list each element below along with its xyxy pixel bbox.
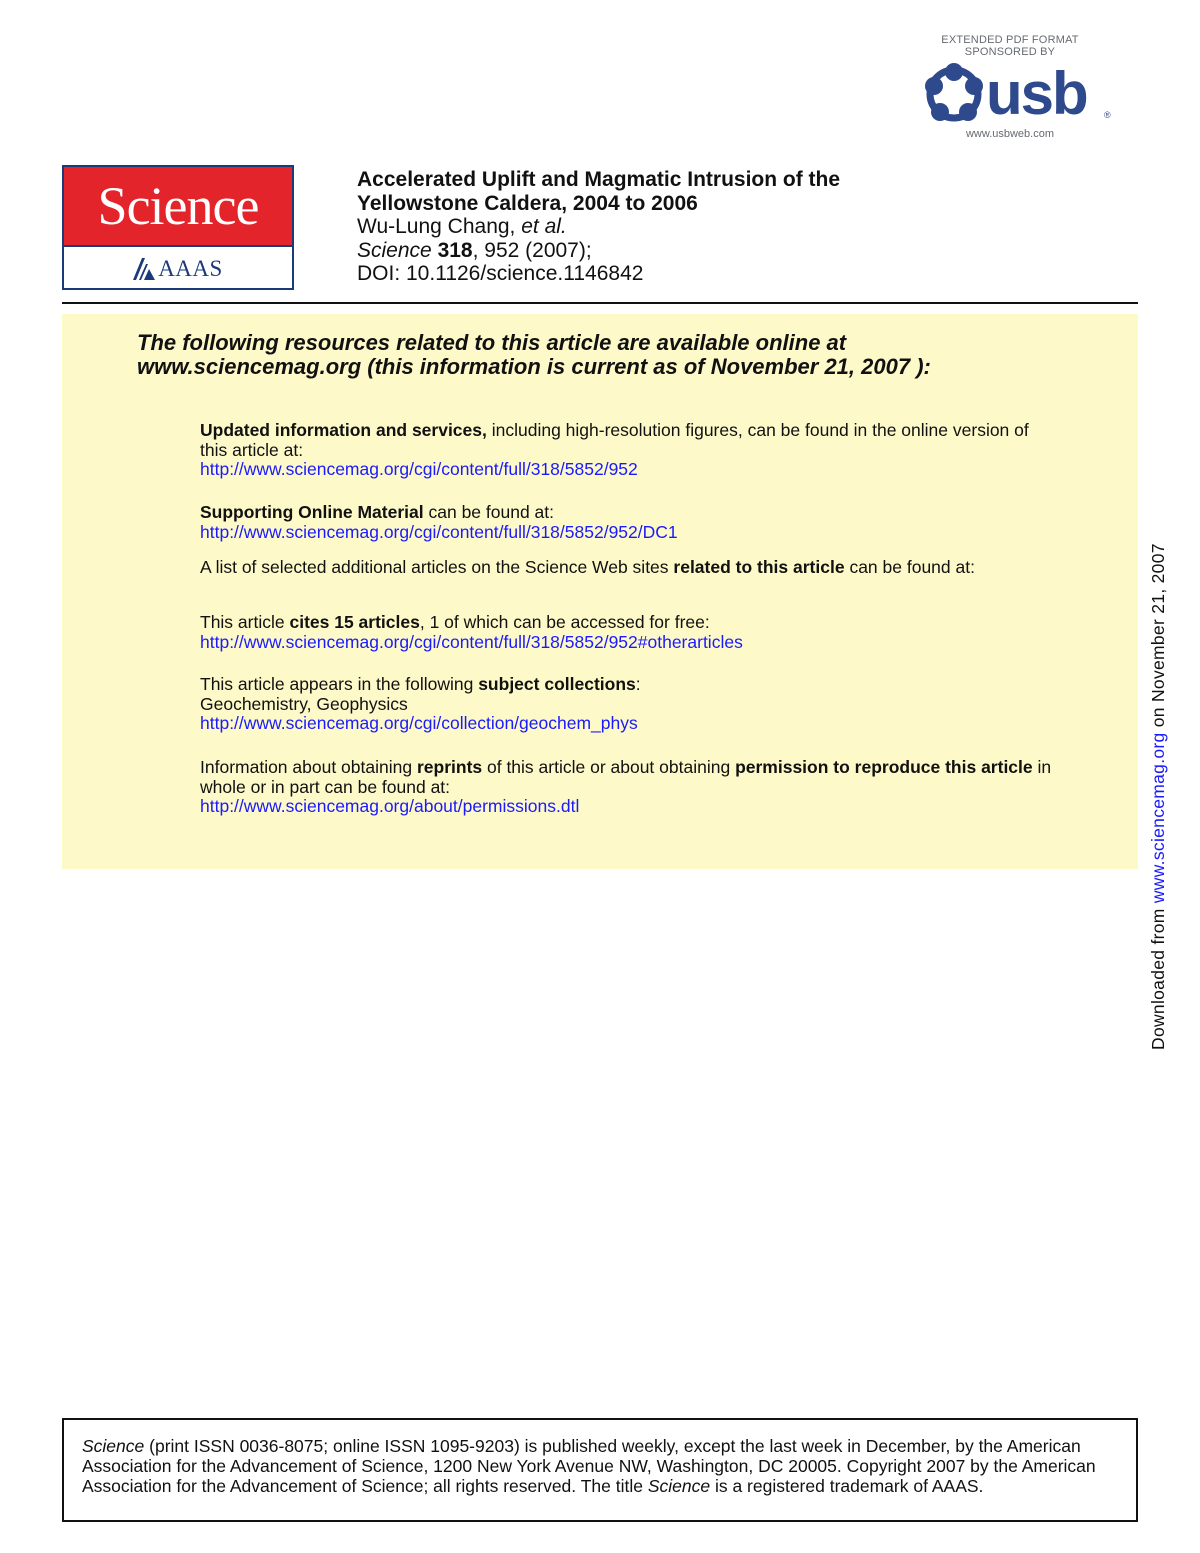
article-header bbox=[357, 168, 1117, 286]
article-title-line-1: Accelerated Uplift and Magmatic Intrusion of the bbox=[357, 168, 841, 191]
permissions-entry bbox=[200, 758, 1060, 817]
download-stamp-prefix: Downloaded from bbox=[1148, 903, 1168, 1050]
copyright-footer bbox=[62, 1418, 1138, 1522]
sponsor-url[interactable]: www.usbweb.com bbox=[965, 128, 1055, 140]
collections-subjects: Geochemistry, Geophysics bbox=[200, 693, 408, 714]
updated-info-entry bbox=[200, 421, 1060, 480]
download-stamp-site-link[interactable]: www.sciencemag.org bbox=[1148, 732, 1168, 904]
supporting-material-text: can be found at: bbox=[423, 502, 555, 522]
footer-text-1: (print ISSN 0036-8075; online ISSN 1095-9203) is published weekly, except the last week in December, by the American Association for the Advancement of Science, 1200 New York Avenue NW, Washington, DC 20005. Copyright 2007 by the American Association for the Advancement of Science; all rights reserved. The title bbox=[82, 1436, 1096, 1496]
collections-text-after: : bbox=[635, 674, 641, 694]
download-stamp bbox=[1148, 543, 1169, 1050]
related-articles-entry bbox=[200, 558, 1060, 578]
cites-text-before: This article bbox=[200, 612, 290, 632]
updated-info-text: including high-resolution figures, can be found in the online version of this article at: bbox=[200, 420, 1029, 460]
science-logo-text: Science bbox=[97, 176, 259, 236]
science-aaas-logo[interactable] bbox=[62, 165, 294, 290]
usb-logo-text: usb bbox=[986, 60, 1087, 127]
updated-info-label: Updated information and services, bbox=[200, 420, 487, 440]
sponsor-caption bbox=[900, 34, 1120, 58]
citation-journal: Science bbox=[357, 238, 432, 262]
article-citation bbox=[357, 239, 1117, 263]
related-articles-label: related to this article bbox=[673, 557, 845, 577]
article-doi: DOI: 10.1126/science.1146842 bbox=[357, 262, 644, 285]
svg-text:®: ® bbox=[1104, 110, 1111, 120]
permissions-text-1: Information about obtaining bbox=[200, 757, 417, 777]
collections-label: subject collections bbox=[478, 674, 636, 694]
citation-volume: 318 bbox=[437, 238, 473, 262]
cites-entry bbox=[200, 613, 1060, 652]
supporting-material-label: Supporting Online Material bbox=[200, 502, 424, 522]
sponsor-line-1: EXTENDED PDF FORMAT bbox=[941, 34, 1079, 46]
article-author bbox=[357, 215, 1117, 239]
aaas-text: AAAS bbox=[158, 255, 223, 281]
science-logo-banner bbox=[64, 167, 292, 247]
permissions-link[interactable]: http://www.sciencemag.org/about/permissions.dtl bbox=[200, 796, 580, 816]
resources-heading-line-2: www.sciencemag.org (this information is current as of November 21, 2007 ): bbox=[137, 354, 931, 379]
updated-info-link[interactable]: http://www.sciencemag.org/cgi/content/full/318/5852/952 bbox=[200, 459, 638, 479]
author-et-al: et al. bbox=[521, 215, 567, 238]
related-articles-text-before: A list of selected additional articles on the Science Web sites bbox=[200, 557, 674, 577]
usb-logo[interactable] bbox=[918, 58, 1118, 130]
citation-pages-year: , 952 (2007); bbox=[472, 238, 592, 262]
footer-journal-name-2: Science bbox=[647, 1476, 711, 1496]
footer-text-2: is a registered trademark of AAAS. bbox=[710, 1476, 984, 1496]
article-title-line-2: Yellowstone Caldera, 2004 to 2006 bbox=[357, 191, 698, 215]
download-stamp-suffix: on November 21, 2007 bbox=[1148, 543, 1168, 733]
cites-link[interactable]: http://www.sciencemag.org/cgi/content/full/318/5852/952#otherarticles bbox=[200, 631, 743, 652]
author-name: Wu-Lung Chang, bbox=[357, 215, 522, 238]
resources-heading-line-1: The following resources related to this article are available online at bbox=[137, 330, 847, 355]
related-articles-text-after: can be found at: bbox=[844, 557, 975, 577]
sponsor-line-2: SPONSORED BY bbox=[964, 46, 1056, 58]
resources-heading bbox=[137, 331, 1037, 379]
collections-link[interactable]: http://www.sciencemag.org/cgi/collection/geochem_phys bbox=[200, 713, 638, 733]
aaas-logo bbox=[64, 247, 292, 290]
header-divider bbox=[62, 302, 1138, 304]
permissions-text-3: in whole or in part can be found at: bbox=[200, 757, 1052, 797]
cites-label: cites 15 articles bbox=[289, 612, 420, 632]
permissions-reproduce-label: permission to reproduce this article bbox=[735, 757, 1033, 777]
permissions-text-2: of this article or about obtaining bbox=[482, 757, 736, 777]
permissions-reprints-label: reprints bbox=[416, 757, 483, 777]
cites-text-after: , 1 of which can be accessed for free: bbox=[419, 612, 710, 632]
footer-journal-name: Science bbox=[82, 1436, 145, 1456]
collections-text-before: This article appears in the following bbox=[200, 674, 479, 694]
aaas-mark-icon bbox=[133, 258, 155, 280]
subject-collections-entry bbox=[200, 675, 1060, 734]
supporting-material-link[interactable]: http://www.sciencemag.org/cgi/content/full/318/5852/952/DC1 bbox=[200, 521, 678, 542]
supporting-material-entry bbox=[200, 503, 1060, 542]
